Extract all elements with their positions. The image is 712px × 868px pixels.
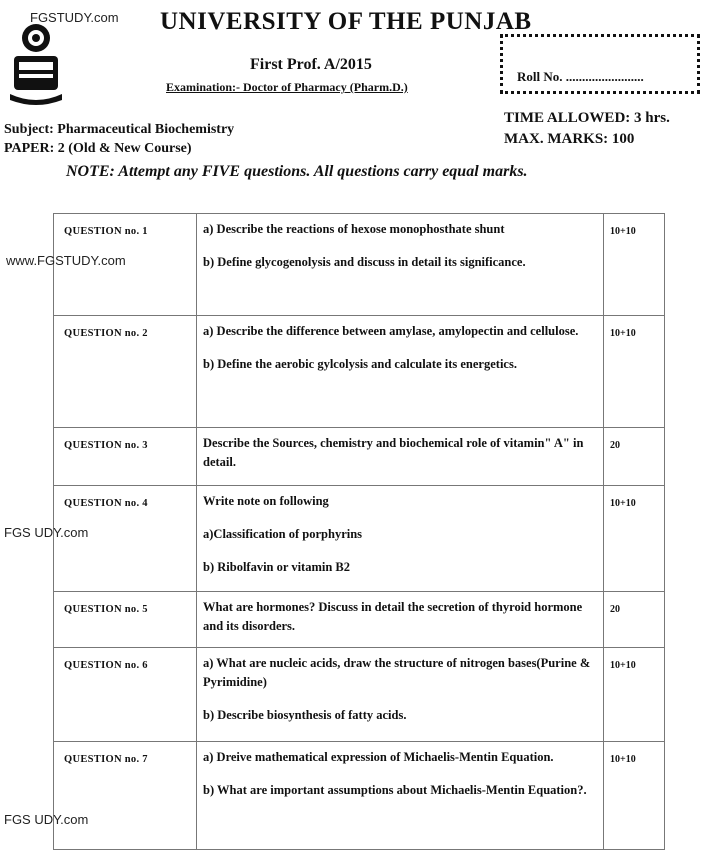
question-label: QUESTION no. 6 xyxy=(54,648,197,742)
question-label: QUESTION no. 7 xyxy=(54,742,197,850)
table-row xyxy=(54,742,665,850)
table-row xyxy=(54,428,665,486)
paper-label: PAPER: 2 (Old & New Course) xyxy=(4,141,192,156)
question-part: What are hormones? Discuss in detail the secretion of thyroid hormone and its disorders. xyxy=(203,600,583,633)
subject-label: Subject: Pharmaceutical Biochemistry xyxy=(4,122,235,137)
table-row xyxy=(54,486,665,592)
question-part: a) Describe the difference between amylase, amylopectin and cellulose. xyxy=(203,324,579,338)
max-marks: MAX. MARKS: 100 xyxy=(504,131,635,147)
question-marks: 10+10 xyxy=(604,742,665,850)
examination-label: Examination:- Doctor of Pharmacy (Pharm.D.) xyxy=(166,80,408,94)
table-row xyxy=(54,648,665,742)
watermark-upper: www.FGSTUDY.com xyxy=(6,253,126,268)
first-prof-label: First Prof. A/2015 xyxy=(250,56,372,73)
roll-no-box xyxy=(500,34,700,94)
question-marks: 10+10 xyxy=(604,214,665,316)
question-part: Write note on following xyxy=(203,494,329,508)
question-part: b) What are important assumptions about Michaelis-Mentin Equation?. xyxy=(203,783,587,797)
question-part: b) Define the aerobic gylcolysis and calculate its energetics. xyxy=(203,357,517,371)
watermark-middle: FGS UDY.com xyxy=(4,525,89,540)
question-part: b) Describe biosynthesis of fatty acids. xyxy=(203,708,407,722)
question-label: QUESTION no. 1 xyxy=(54,214,197,316)
question-label: QUESTION no. 3 xyxy=(54,428,197,486)
university-title: UNIVERSITY OF THE PUNJAB xyxy=(160,8,532,35)
time-allowed: TIME ALLOWED: 3 hrs. xyxy=(504,110,670,126)
roll-no-label: Roll No. ........................ xyxy=(517,69,644,84)
question-label: QUESTION no. 4 xyxy=(54,486,197,592)
question-marks: 20 xyxy=(604,428,665,486)
question-label: QUESTION no. 2 xyxy=(54,316,197,428)
question-label: QUESTION no. 5 xyxy=(54,592,197,648)
question-part: a) Dreive mathematical expression of Michaelis-Mentin Equation. xyxy=(203,750,554,764)
question-marks: 10+10 xyxy=(604,316,665,428)
table-row xyxy=(54,316,665,428)
question-marks: 20 xyxy=(604,592,665,648)
question-marks: 10+10 xyxy=(604,486,665,592)
question-marks: 10+10 xyxy=(604,648,665,742)
watermark-top: FGSTUDY.com xyxy=(30,10,119,25)
question-part: a) Describe the reactions of hexose monophosthate shunt xyxy=(203,222,505,236)
question-part: a) What are nucleic acids, draw the structure of nitrogen bases(Purine & Pyrimidine) xyxy=(203,656,591,689)
question-part: b) Define glycogenolysis and discuss in detail its significance. xyxy=(203,255,526,269)
university-crest-icon xyxy=(8,14,64,106)
questions-table xyxy=(53,213,665,850)
question-part: a)Classification of porphyrins xyxy=(203,527,363,541)
table-row xyxy=(54,592,665,648)
question-part: Describe the Sources, chemistry and biochemical role of vitamin" A" in detail. xyxy=(203,436,584,469)
note-instructions: NOTE: Attempt any FIVE questions. All questions carry equal marks. xyxy=(66,163,528,180)
question-part: b) Ribolfavin or vitamin B2 xyxy=(203,560,351,574)
table-row xyxy=(54,214,665,316)
watermark-lower: FGS UDY.com xyxy=(4,812,89,827)
